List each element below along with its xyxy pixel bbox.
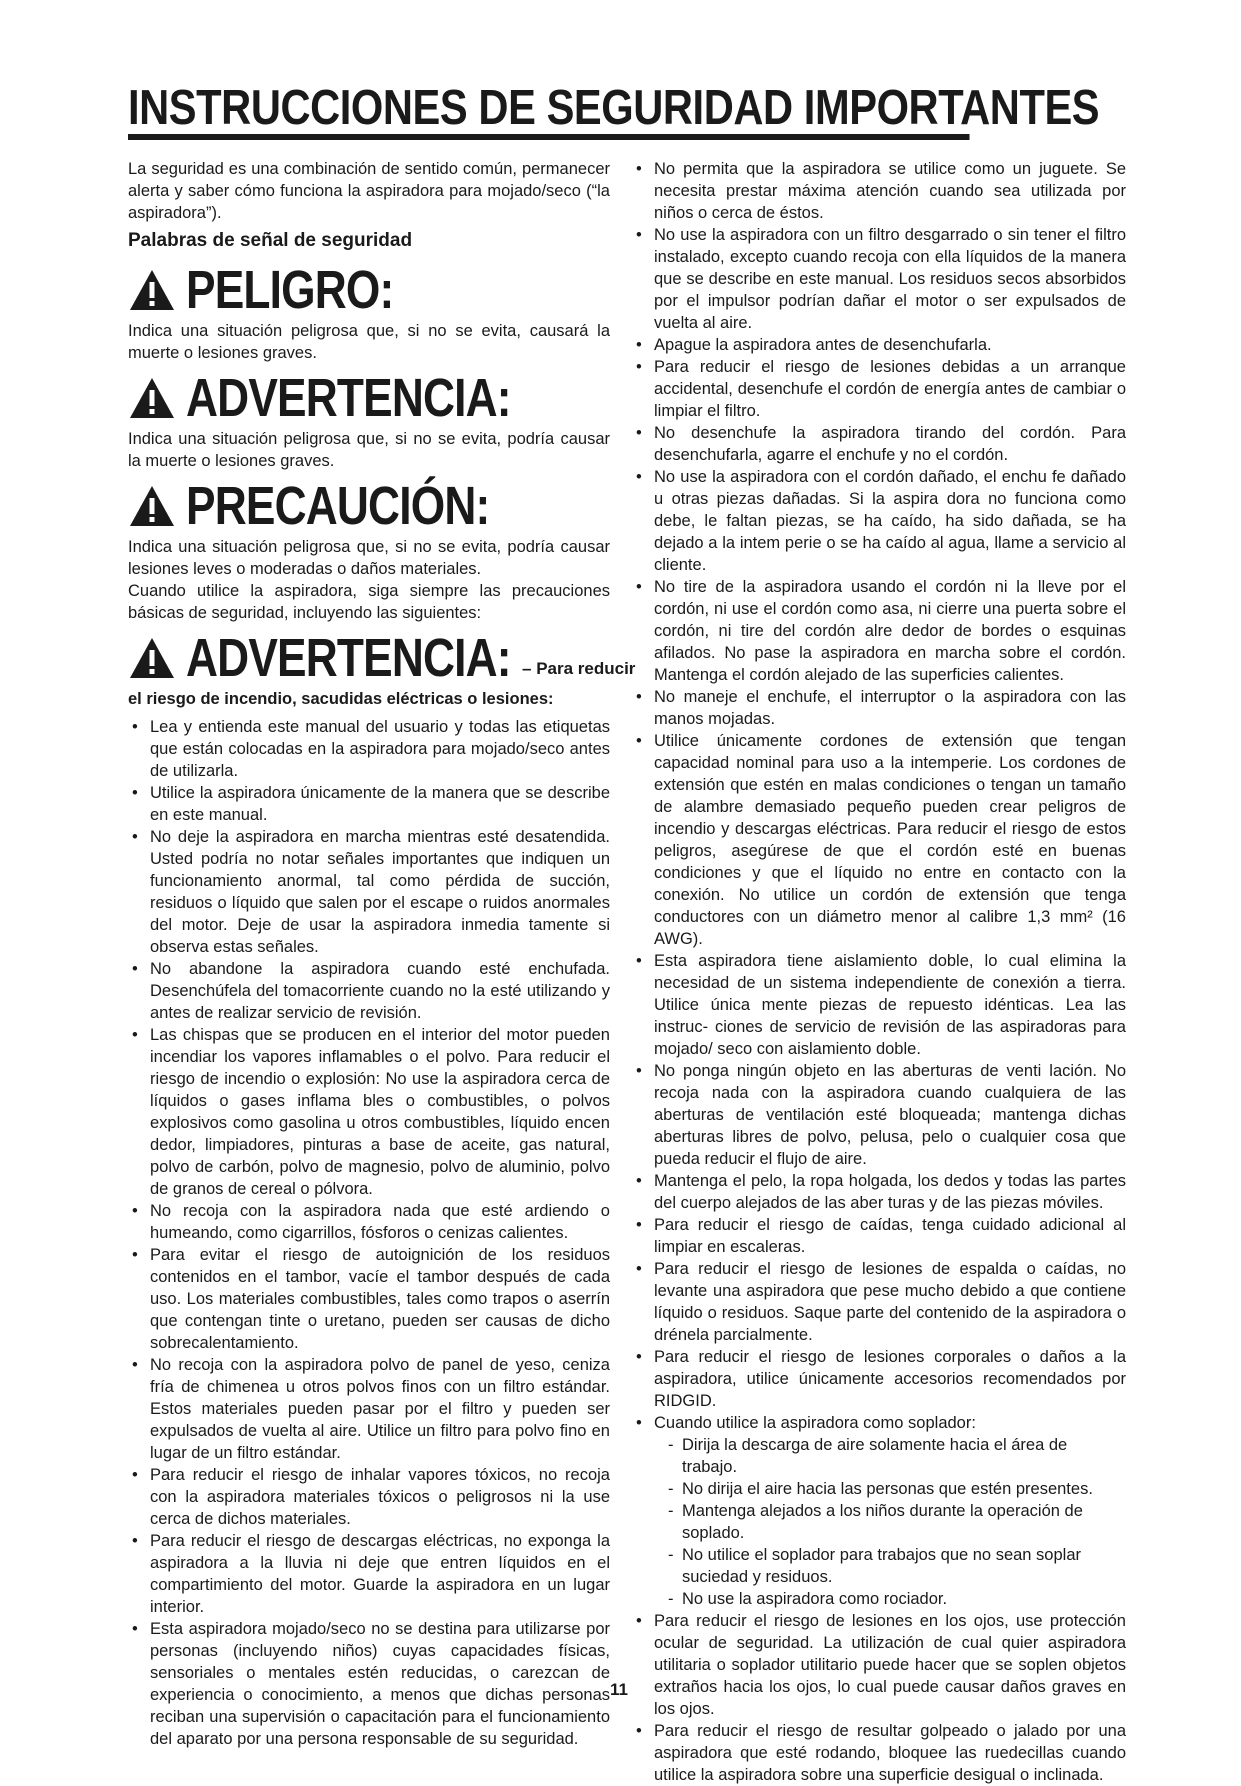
sub-list-item: - Dirija la descarga de aire solamente hacia el área de trabajo. xyxy=(666,1434,1126,1478)
sub-list-item: - No use la aspiradora como rociador. xyxy=(666,1588,1126,1610)
fire-warning-label: ADVERTENCIA: xyxy=(186,628,511,688)
blower-list-item xyxy=(632,1412,1126,1610)
warning-triangle-icon xyxy=(128,268,176,312)
left-bullet-list xyxy=(128,716,610,1750)
list-item: • No use la aspiradora con el cordón dañado, el enchu fe dañado u otras piezas dañadas. Si la aspira dora no funciona como debe, le faltan piezas, se ha caído, ha sido dañada, se ha dejado a la intem perie o se ha caído al agua, llame a servicio al cliente. xyxy=(632,466,1126,576)
list-item: • Para reducir el riesgo de lesiones en los ojos, use protección ocular de seguridad. La utilización de cual quier aspiradora utilitaria o soplador utilitario puede hacer que se soplen objetos extraños hacia los ojos, lo cual puede causar daños graves en los ojos. xyxy=(632,1610,1126,1720)
list-item: • Mantenga el pelo, la ropa holgada, los dedos y todas las partes del cuerpo alejados de las aber turas y de las piezas móviles. xyxy=(632,1170,1126,1214)
sub-list-item: - No dirija el aire hacia las personas que estén presentes. xyxy=(666,1478,1126,1500)
warning-triangle-icon xyxy=(128,484,176,528)
danger-label: PELIGRO: xyxy=(186,260,394,320)
fire-warning-suffix: – Para reducir xyxy=(522,659,636,678)
warning-label: ADVERTENCIA: xyxy=(186,368,511,428)
sub-list-item: - No utilice el soplador para trabajos que no sean soplar suciedad y residuos. xyxy=(666,1544,1126,1588)
list-item: • No ponga ningún objeto en las aberturas de venti lación. No recoja nada con la aspiradora cuando cualquiera de las aberturas de ventilación esté bloqueada; mantenga dichas aberturas libres de polvo, pelusa, pelo o cualquier cosa que pueda reducir el flujo de aire. xyxy=(632,1060,1126,1170)
list-item: • Lea y entienda este manual del usuario y todas las etiquetas que están colocadas en la aspiradora para mojado/seco antes de utilizarla. xyxy=(128,716,610,782)
list-item: • Utilice únicamente cordones de extensión que tengan capacidad nominal para uso a la intemperie. Los cordones de extensión que estén en malas condiciones o tengan un tamaño de alambre demasiado pequeño pueden crear peligros de incendio y descargas eléctricas. Para reducir el riesgo de estos peligros, asegúrese de que el cordón esté en buenas condiciones y que el líquido no entre en contacto con la conexión. No utilice un cordón de extensión que tenga conductores con un diámetro menor al calibre 1,3 mm² (16 AWG). xyxy=(632,730,1126,950)
list-item: • No abandone la aspiradora cuando esté enchufada. Desenchúfela del tomacorriente cuando no la esté utilizando y antes de realizar servicio de revisión. xyxy=(128,958,610,1024)
list-item: • Las chispas que se producen en el interior del motor pueden incendiar los vapores inflamables o el polvo. Para reducir el riesgo de incendio o explosión: No use la aspiradora cerca de líquidos o gases inflama bles o combustibles, o polvos explosivos como gasolina u otros combustibles, líquido encen dedor, limpiadores, pinturas a base de aceite, gas natural, polvo de carbón, polvo de magnesio, polvo de aluminio, polvo de granos de cereal o pólvora. xyxy=(128,1024,610,1200)
list-item: • No desenchufe la aspiradora tirando del cordón. Para desenchufarla, agarre el enchufe y no el cordón. xyxy=(632,422,1126,466)
list-item: • No use la aspiradora con un filtro desgarrado o sin tener el filtro instalado, excepto cuando recoja con ella líquidos de la manera que se describe en este manual. Los residuos secos absorbidos por el impulsor podrían dañar el motor o ser expulsados de vuelta al aire. xyxy=(632,224,1126,334)
list-item: • Para reducir el riesgo de caídas, tenga cuidado adicional al limpiar en escaleras. xyxy=(632,1214,1126,1258)
sub-list-item: - Mantenga alejados a los niños durante la operación de soplado. xyxy=(666,1500,1126,1544)
fire-warning-line: el riesgo de incendio, sacudidas eléctricas o lesiones: xyxy=(128,690,554,708)
list-item: • No tire de la aspiradora usando el cordón ni la lleve por el cordón, ni use el cordón como asa, ni cierre una puerta sobre el cordón, ni tire del cordón alre dedor de bordes o esquinas afilados. No pase la aspiradora en marcha sobre el cordón. Mantenga el cordón alejado de las superficies calientes. xyxy=(632,576,1126,686)
list-item: • No recoja con la aspiradora nada que esté ardiendo o humeando, como cigarrillos, fósforos o cenizas calientes. xyxy=(128,1200,610,1244)
basic-precautions-text: Cuando utilice la aspiradora, siga siempre las precauciones básicas de seguridad, incluyendo las siguientes: xyxy=(128,582,610,622)
list-item: • Para evitar el riesgo de autoignición de los residuos contenidos en el tambor, vacíe el tambor después de cada uso. Los materiales combustibles, tales como trapos o aserrín que contengan tinte o uretano, pueden ser causas de dicho sobrecalentamiento. xyxy=(128,1244,610,1354)
blower-lead: Cuando utilice la aspiradora como soplador: xyxy=(654,1414,976,1432)
list-item: • Para reducir el riesgo de descargas eléctricas, no exponga la aspiradora a la lluvia ni deje que entren líquidos en el compartimiento del motor. Guarde la aspiradora en un lugar interior. xyxy=(128,1530,610,1618)
blower-sub-list xyxy=(654,1434,1126,1610)
page-number: 11 xyxy=(610,1680,628,1699)
list-item: • Esta aspiradora tiene aislamiento doble, lo cual elimina la necesidad de un sistema independiente de conexión a tierra. Utilice única mente piezas de repuesto idénticas. Lea las instruc- ciones de servicio de revisión de las aspiradoras para mojado/ seco con aislamiento doble. xyxy=(632,950,1126,1060)
list-item: • No permita que la aspiradora se utilice como un juguete. Se necesita prestar máxima atención cuando sea utilizada por niños o cerca de éstos. xyxy=(632,158,1126,224)
list-item: • Utilice la aspiradora únicamente de la manera que se describe en este manual. xyxy=(128,782,610,826)
danger-text: Indica una situación peligrosa que, si no se evita, causará la muerte o lesiones graves. xyxy=(128,322,610,362)
list-item: • No maneje el enchufe, el interruptor o la aspiradora con las manos mojadas. xyxy=(632,686,1126,730)
warning-heading xyxy=(128,368,610,428)
page-title: INSTRUCCIONES DE SEGURIDAD IMPORTANTES xyxy=(128,78,970,140)
signal-words-heading: Palabras de señal de seguridad xyxy=(128,230,413,251)
right-bullet-list xyxy=(632,158,1126,1786)
warning-text: Indica una situación peligrosa que, si no se evita, podría causar la muerte o lesiones graves. xyxy=(128,430,610,470)
list-item: • Apague la aspiradora antes de desenchufarla. xyxy=(632,334,1126,356)
list-item: • No recoja con la aspiradora polvo de panel de yeso, ceniza fría de chimenea u otros polvos finos con un filtro estándar. Estos materiales pueden pasar por el filtro y pueden ser expulsados de vuelta al aire. Utilice un filtro para polvo fino en lugar de un filtro estándar. xyxy=(128,1354,610,1464)
list-item: • Esta aspiradora mojado/seco no se destina para utilizarse por personas (incluyendo niños) cuyas capacidades físicas, sensoriales o mentales estén reducidas, o carezcan de experiencia o conocimiento, a menos que dichas personas reciban una supervisión o capacitación para el funcionamiento del aparato por una persona responsable de su seguridad. xyxy=(128,1618,610,1750)
caution-label: PRECAUCIÓN: xyxy=(186,476,490,536)
list-item: • Para reducir el riesgo de resultar golpeado o jalado por una aspiradora que esté rodando, bloquee las ruedecillas cuando utilice la aspiradora sobre una superficie desigual o inclinada. xyxy=(632,1720,1126,1786)
list-item: • Para reducir el riesgo de inhalar vapores tóxicos, no recoja con la aspiradora materiales tóxicos o peligrosos ni la use cerca de dichos materiales. xyxy=(128,1464,610,1530)
warning-triangle-icon xyxy=(128,636,176,680)
warning-triangle-icon xyxy=(128,376,176,420)
danger-heading xyxy=(128,260,610,320)
caution-heading xyxy=(128,476,610,536)
list-item: • Para reducir el riesgo de lesiones debidas a un arranque accidental, desenchufe el cordón de energía antes de cambiar o limpiar el filtro. xyxy=(632,356,1126,422)
list-item: • Para reducir el riesgo de lesiones corporales o daños a la aspiradora, utilice únicamente accesorios recomendados por RIDGID. xyxy=(632,1346,1126,1412)
list-item: • No deje la aspiradora en marcha mientras esté desatendida. Usted podría no notar señales importantes que indiquen un funcionamiento anormal, tal como pérdida de succión, residuos o líquido que salen por el escape o ruidos anormales del motor. Deje de usar la aspiradora inmedia tamente si observa estas señales. xyxy=(128,826,610,958)
list-item: • Para reducir el riesgo de lesiones de espalda o caídas, no levante una aspiradora que pese mucho debido a que contiene líquido o residuos. Saque parte del contenido de la aspiradora o drénela parcialmente. xyxy=(632,1258,1126,1346)
caution-text: Indica una situación peligrosa que, si no se evita, podría causar lesiones leves o moderadas o daños materiales. xyxy=(128,538,610,578)
fire-warning-heading xyxy=(128,628,636,688)
intro-paragraph: La seguridad es una combinación de sentido común, permanecer alerta y saber cómo funciona la aspiradora para mojado/seco (“la aspiradora”). xyxy=(128,160,610,222)
right-column xyxy=(632,158,1126,1786)
